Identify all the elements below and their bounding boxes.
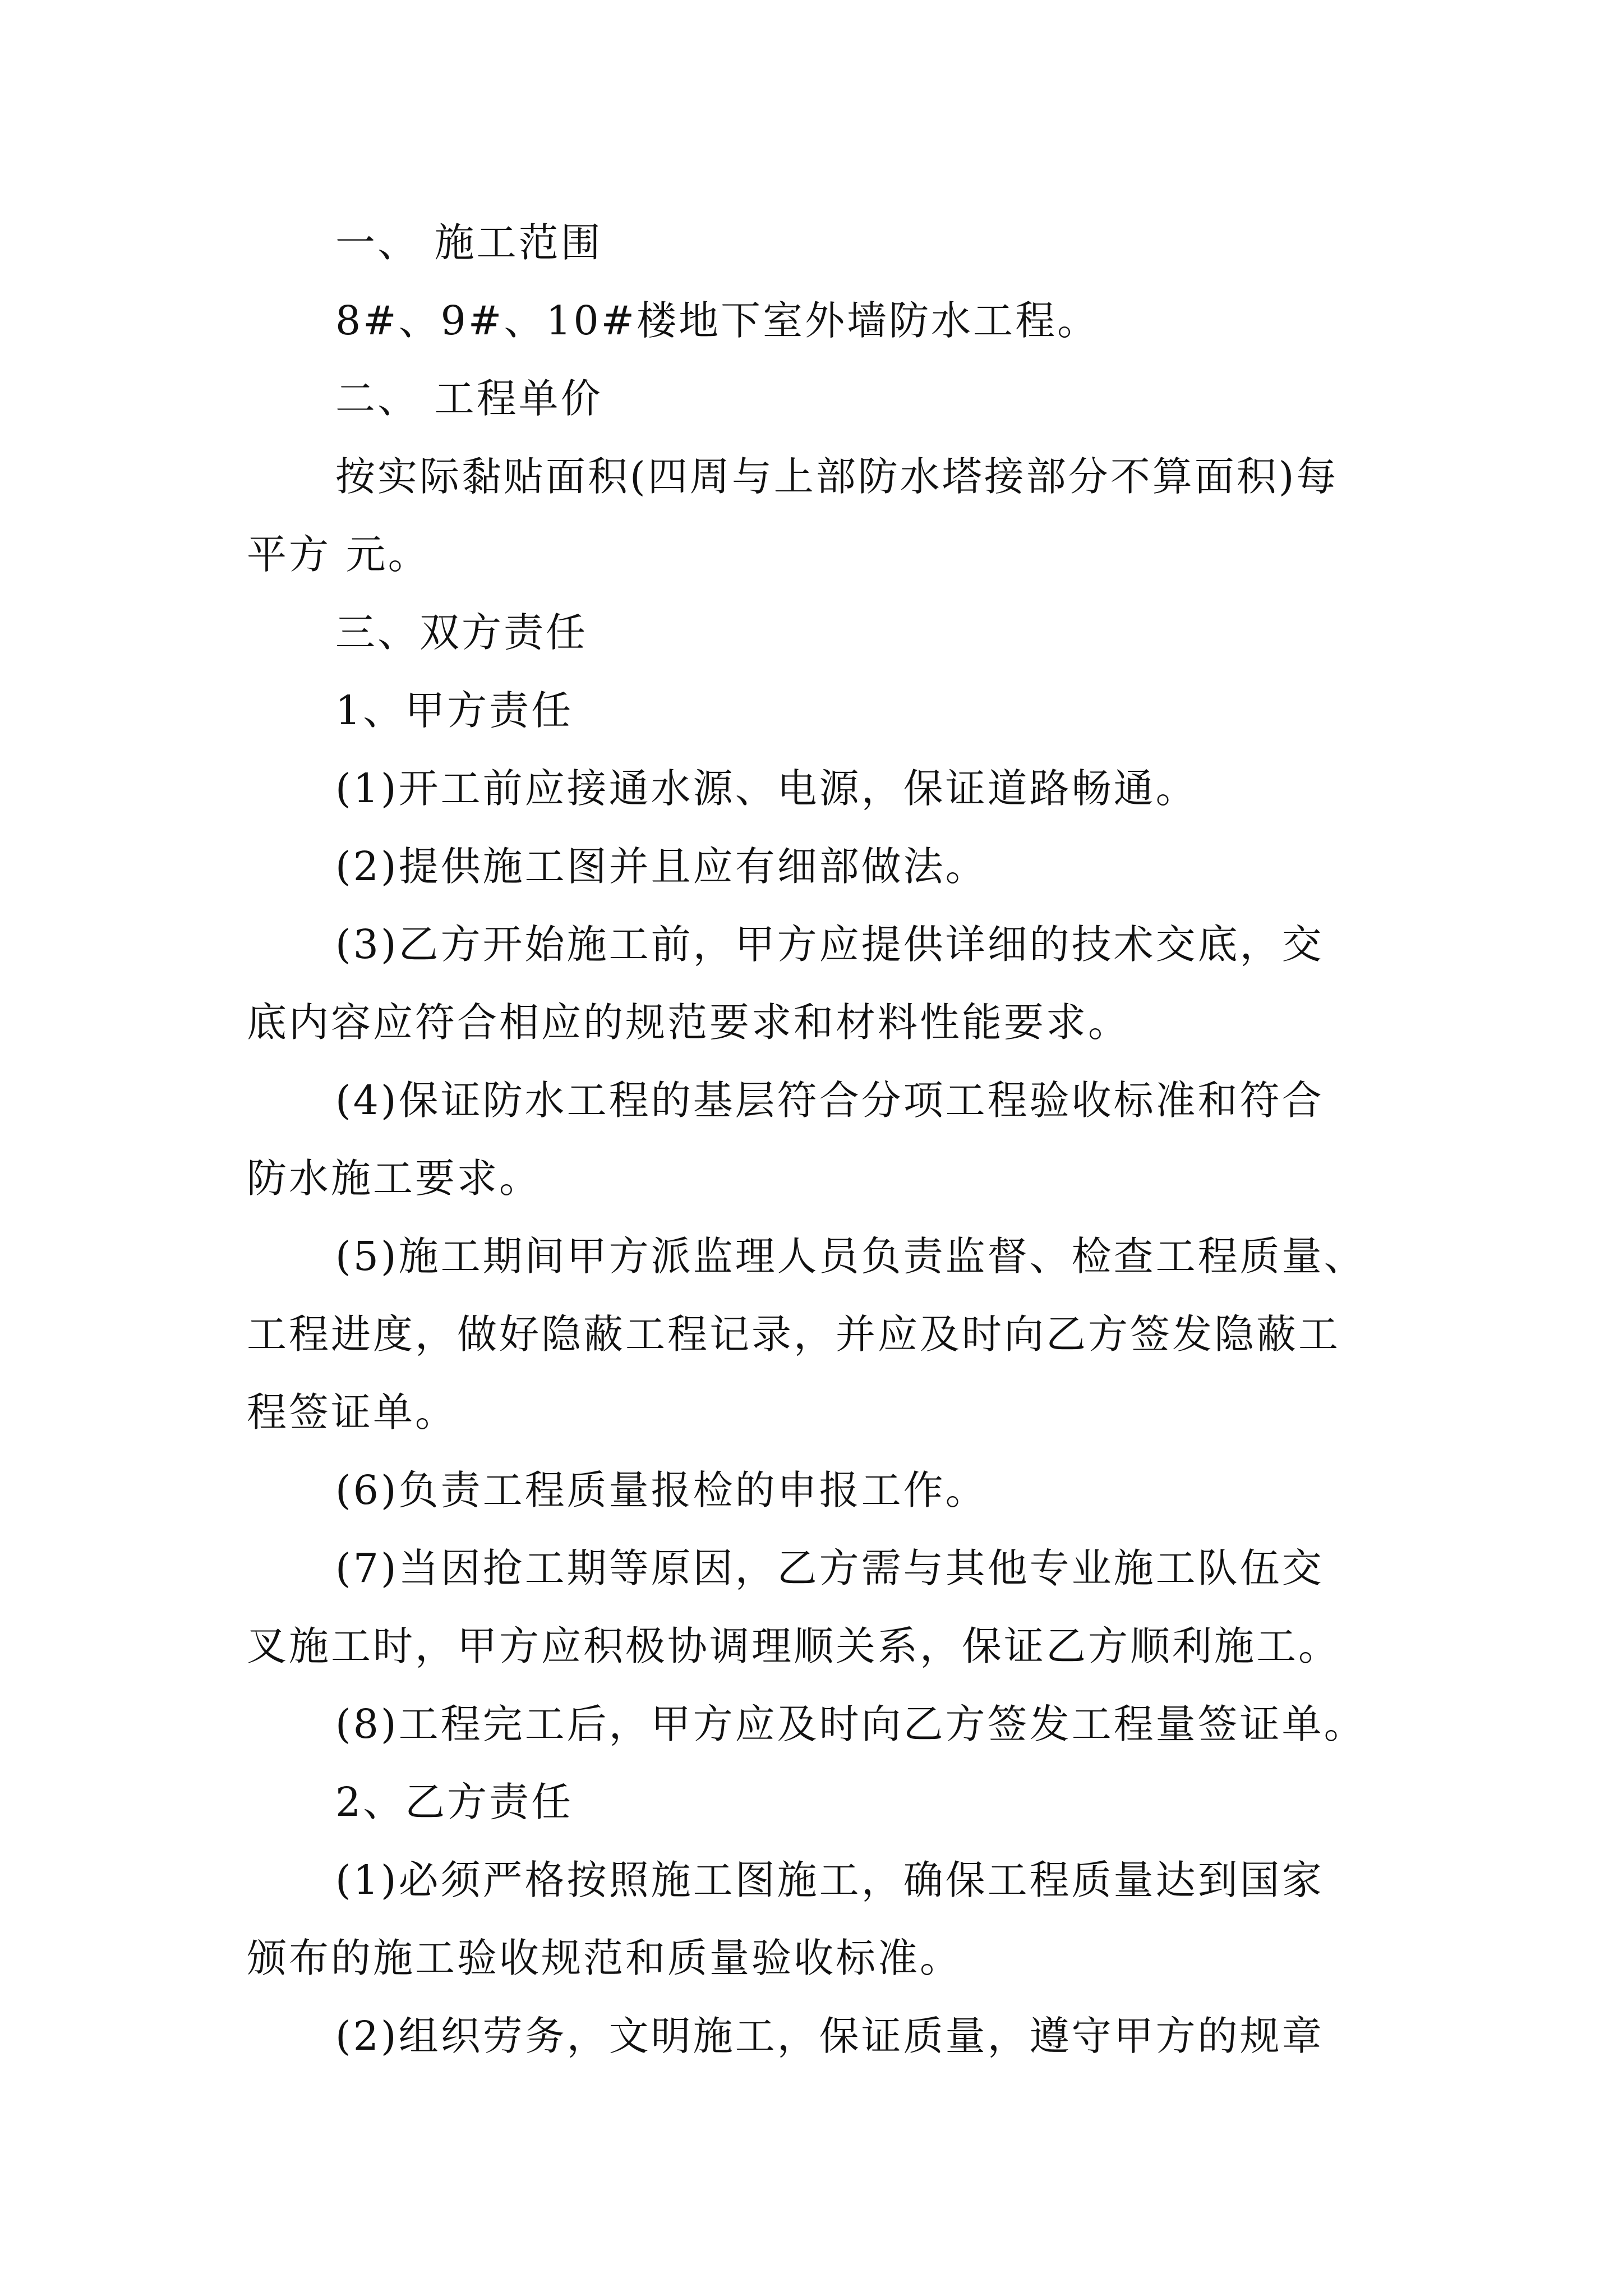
list-item: (1)必须严格按照施工图施工，确保工程质量达到国家 [335,1857,1324,1903]
list-item-continuation: 程签证单。 [247,1389,458,1435]
paragraph-line: 按实际黏贴面积(四周与上部防水塔接部分不算面积)每 [335,453,1339,500]
list-item-continuation: 颁布的施工验收规范和质量验收标准。 [247,1935,962,1981]
list-item: (7)当因抢工期等原因，乙方需与其他专业施工队伍交 [335,1545,1324,1591]
list-item: (2)提供施工图并且应有细部做法。 [335,843,988,890]
list-item: (3)乙方开始施工前，甲方应提供详细的技术交底，交 [335,921,1324,968]
list-item: (2)组织劳务，文明施工，保证质量，遵守甲方的规章 [335,2013,1324,2059]
subheading-party-b: 2、乙方责任 [335,1779,574,1825]
list-item-continuation: 防水施工要求。 [247,1155,542,1202]
list-item: (8)工程完工后，甲方应及时向乙方签发工程量签证单。 [335,1701,1366,1747]
list-item-continuation: 叉施工时，甲方应积极协调理顺关系，保证乙方顺利施工。 [247,1623,1341,1669]
subheading-party-a: 1、甲方责任 [335,687,574,734]
section-heading-responsibilities: 三、双方责任 [335,609,588,656]
list-item-continuation: 工程进度，做好隐蔽工程记录，并应及时向乙方签发隐蔽工 [247,1311,1341,1358]
list-item: (1)开工前应接通水源、电源，保证道路畅通。 [335,765,1198,812]
section-heading-unit-price: 二、 工程单价 [335,375,603,422]
section-heading-scope: 一、 施工范围 [335,219,603,266]
list-item: (6)负责工程质量报检的申报工作。 [335,1467,988,1513]
list-item-continuation: 底内容应符合相应的规范要求和材料性能要求。 [247,999,1131,1046]
list-item: (4)保证防水工程的基层符合分项工程验收标准和符合 [335,1077,1324,1124]
paragraph-line: 8#、9#、10#楼地下室外墙防水工程。 [335,297,1100,344]
list-item: (5)施工期间甲方派监理人员负责监督、检查工程质量、 [335,1233,1366,1280]
paragraph-line: 平方 元。 [247,531,430,578]
